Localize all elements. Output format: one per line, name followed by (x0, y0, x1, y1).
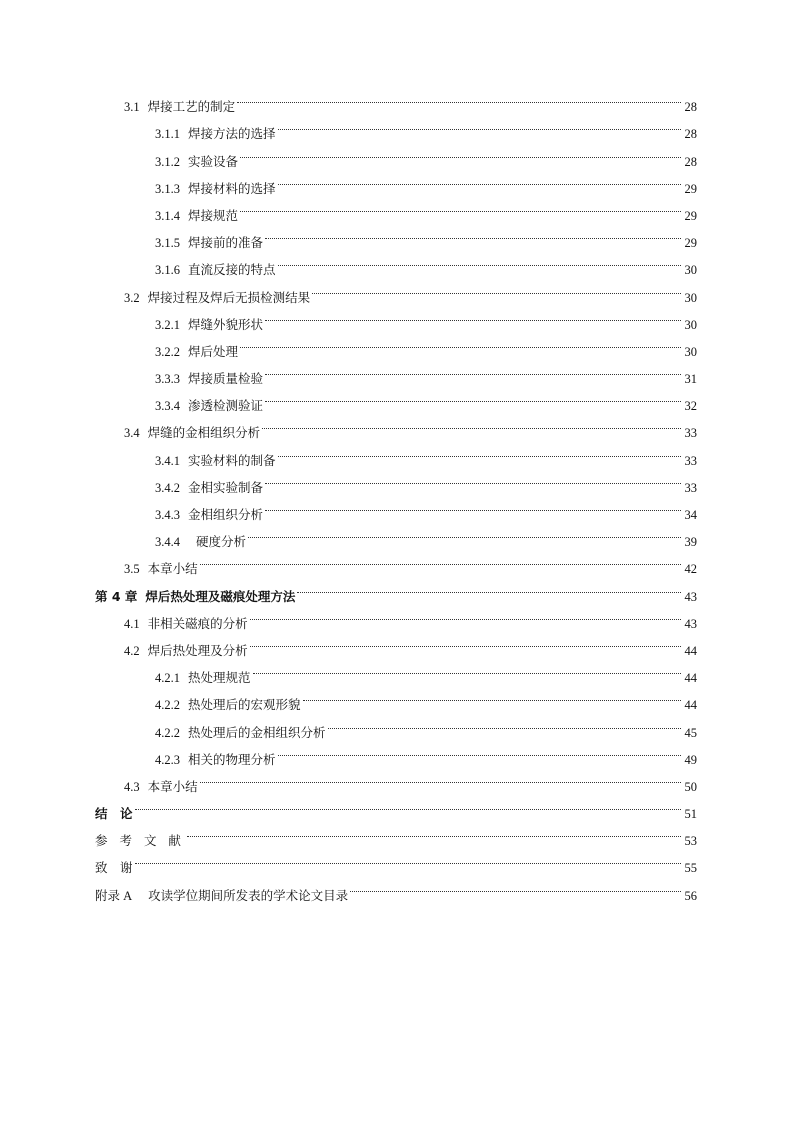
toc-entry-title: 相关的物理分析 (188, 751, 276, 767)
toc-entry-page-number: 44 (684, 643, 697, 658)
toc-entry-number: 第 4 章 (95, 588, 138, 604)
toc-entry-page-number: 43 (684, 589, 697, 604)
toc-dot-leader (200, 546, 681, 573)
toc-entry-page-number: 39 (684, 535, 697, 550)
toc-dot-leader (240, 193, 681, 220)
toc-entry-page-number: 28 (684, 100, 697, 115)
toc-dot-leader (265, 492, 681, 519)
toc-entry-number: 4.2.2 (155, 725, 180, 740)
toc-entry-page-number: 33 (684, 426, 697, 441)
toc-entry-title: 金相组织分析 (188, 507, 264, 522)
toc-entry-number: 3.1.5 (155, 236, 180, 251)
toc-entry-title: 热处理规范 (188, 670, 251, 686)
toc-entry[interactable] (0, 383, 793, 414)
toc-entry[interactable] (0, 410, 793, 441)
toc-entry-title: 致 谢 (95, 860, 133, 876)
toc-entry[interactable] (0, 247, 793, 278)
toc-entry[interactable] (0, 791, 793, 822)
toc-entry[interactable] (0, 329, 793, 359)
toc-entry-title: 焊缝外貌形状 (188, 316, 264, 332)
toc-entry-page-number: 29 (684, 208, 697, 223)
toc-entry-title: 非相关磁痕的分析 (147, 615, 248, 631)
toc-entry-page-number: 30 (684, 317, 697, 332)
toc-entry-title: 焊接工艺的制定 (147, 99, 236, 115)
toc-entry[interactable] (0, 519, 793, 550)
toc-dot-leader (312, 274, 681, 301)
toc-entry-page-number: 51 (684, 807, 697, 822)
toc-entry[interactable] (0, 437, 793, 468)
toc-dot-leader (237, 84, 681, 111)
toc-entry-number: 3.1.2 (155, 154, 180, 169)
toc-entry-title: 焊接前的准备 (188, 235, 264, 251)
toc-entry-page-number: 28 (684, 154, 697, 169)
toc-dot-leader (265, 302, 681, 329)
toc-entry-number: 3.1.6 (155, 263, 180, 278)
toc-dot-leader (278, 111, 681, 138)
toc-entry-title: 热处理后的宏观形貌 (188, 697, 301, 713)
toc-entry-page-number: 29 (684, 181, 697, 196)
toc-entry-number: 3.2 (124, 290, 140, 305)
toc-entry[interactable] (0, 166, 793, 196)
toc-entry-title: 焊接过程及焊后无损检测结果 (147, 289, 311, 305)
toc-entry-page-number: 28 (684, 127, 697, 142)
toc-entry-title: 实验材料的制备 (188, 452, 276, 468)
toc-dot-leader (265, 383, 681, 410)
toc-entry-number: 3.1.3 (155, 181, 180, 196)
toc-entry[interactable] (0, 628, 793, 658)
toc-entry[interactable] (0, 465, 793, 495)
toc-dot-leader (297, 573, 681, 600)
toc-entry[interactable] (0, 872, 793, 903)
toc-entry-number: 3.4.4 (155, 535, 180, 550)
toc-entry-page-number: 33 (684, 480, 697, 495)
toc-entry[interactable] (0, 737, 793, 767)
toc-entry[interactable] (0, 818, 793, 849)
toc-entry-title: 焊接质量检验 (188, 371, 264, 387)
toc-entry-page-number: 33 (684, 453, 697, 468)
toc-dot-leader (265, 220, 681, 247)
toc-dot-leader (350, 872, 681, 899)
toc-entry-page-number: 44 (684, 671, 697, 686)
toc-dot-leader (240, 138, 681, 165)
toc-entry-page-number: 44 (684, 698, 697, 713)
toc-dot-leader (240, 329, 681, 356)
toc-entry-title: 焊后热处理及磁痕处理方法 (145, 588, 296, 604)
toc-dot-leader (278, 247, 681, 274)
toc-dot-leader (265, 356, 681, 383)
toc-dot-leader (135, 845, 681, 872)
toc-entry-number: 3.4.3 (155, 508, 180, 522)
toc-entry-title: 攻读学位期间所发表的学术论文目录 (140, 887, 349, 903)
toc-entry-number: 3.3.3 (155, 372, 180, 387)
toc-dot-leader (278, 737, 681, 764)
toc-dot-leader (278, 166, 681, 193)
toc-entry[interactable] (0, 546, 793, 577)
toc-entry[interactable] (0, 845, 793, 876)
toc-entry-number: 4.1 (124, 616, 140, 631)
toc-entry-page-number: 43 (684, 616, 697, 631)
toc-entry-title: 焊接方法的选择 (188, 126, 276, 142)
toc-entry[interactable] (0, 111, 793, 142)
toc-entry-title: 渗透检测验证 (188, 398, 264, 414)
toc-dot-leader (248, 519, 681, 546)
toc-entry-number: 附录 A (95, 888, 133, 903)
toc-entry-page-number: 29 (684, 236, 697, 251)
toc-entry-title: 结 论 (95, 806, 133, 822)
toc-entry-number: 4.2 (124, 643, 140, 658)
toc-entry-number: 4.2.3 (155, 752, 180, 767)
toc-entry[interactable] (0, 573, 793, 604)
toc-entry-title: 硬度分析 (188, 534, 246, 550)
toc-dot-leader (187, 818, 681, 845)
toc-entry-title: 焊缝的金相组织分析 (147, 425, 261, 441)
toc-entry-number: 3.4.1 (155, 453, 180, 468)
toc-dot-leader (250, 601, 681, 628)
toc-entry[interactable] (0, 655, 793, 686)
toc-entry[interactable] (0, 302, 793, 332)
toc-entry-page-number: 30 (684, 290, 697, 305)
toc-entry-number: 4.2.2 (155, 698, 180, 713)
toc-dot-leader (262, 410, 681, 437)
toc-entry-page-number: 42 (684, 562, 697, 577)
toc-entry-title: 本章小结 (147, 778, 198, 794)
toc-entry-page-number: 45 (684, 725, 697, 740)
toc-entry-page-number: 32 (684, 399, 697, 414)
toc-entry[interactable] (0, 138, 793, 169)
toc-dot-leader (135, 791, 681, 818)
toc-dot-leader (253, 655, 681, 682)
toc-entry-number: 3.1 (124, 100, 140, 115)
toc-entry-page-number: 55 (684, 861, 697, 876)
toc-dot-leader (303, 682, 681, 709)
toc-dot-leader (200, 764, 681, 791)
toc-entry-number: 4.3 (124, 779, 140, 794)
toc-entry-title: 参 考 文 献 (95, 833, 185, 849)
toc-entry[interactable] (0, 492, 793, 522)
toc-entry-page-number: 56 (684, 888, 697, 903)
table-of-contents (0, 84, 793, 903)
toc-dot-leader (250, 628, 681, 655)
toc-entry-page-number: 53 (684, 834, 697, 849)
toc-entry-number: 3.4 (124, 426, 140, 441)
toc-entry[interactable] (0, 601, 793, 631)
toc-entry-title: 焊后处理 (188, 343, 239, 359)
toc-entry-page-number: 30 (684, 263, 697, 278)
toc-dot-leader (278, 437, 681, 464)
toc-entry-number: 3.5 (124, 562, 140, 577)
toc-entry-page-number: 50 (684, 779, 697, 794)
toc-entry-number: 4.2.1 (155, 671, 180, 686)
toc-dot-leader (265, 465, 681, 492)
toc-entry-page-number: 30 (684, 344, 697, 359)
toc-entry-number: 3.3.4 (155, 399, 180, 414)
toc-entry-title: 焊后热处理及分析 (147, 642, 248, 658)
toc-entry-title: 金相实验制备 (188, 479, 264, 495)
toc-entry[interactable] (0, 764, 793, 794)
toc-entry-number: 3.2.1 (155, 317, 180, 332)
toc-entry[interactable] (0, 84, 793, 115)
toc-entry-number: 3.1.4 (155, 208, 180, 223)
toc-entry-title: 热处理后的金相组织分析 (188, 724, 326, 740)
toc-entry-title: 焊接材料的选择 (188, 180, 276, 196)
toc-entry-page-number: 34 (684, 508, 697, 522)
toc-entry[interactable] (0, 682, 793, 713)
toc-entry-title: 实验设备 (188, 153, 239, 169)
toc-entry-number: 3.2.2 (155, 344, 180, 359)
toc-entry-number: 3.4.2 (155, 480, 180, 495)
toc-entry-number: 3.1.1 (155, 127, 180, 142)
toc-entry-title: 焊接规范 (188, 207, 239, 223)
toc-entry[interactable] (0, 356, 793, 387)
toc-entry-page-number: 49 (684, 752, 697, 767)
toc-entry[interactable] (0, 193, 793, 223)
toc-entry-page-number: 31 (684, 372, 697, 387)
toc-entry-title: 本章小结 (147, 561, 198, 577)
toc-dot-leader (328, 709, 681, 736)
toc-entry-title: 直流反接的特点 (188, 262, 276, 278)
toc-entry[interactable] (0, 220, 793, 251)
toc-entry[interactable] (0, 709, 793, 740)
toc-entry[interactable] (0, 274, 793, 305)
